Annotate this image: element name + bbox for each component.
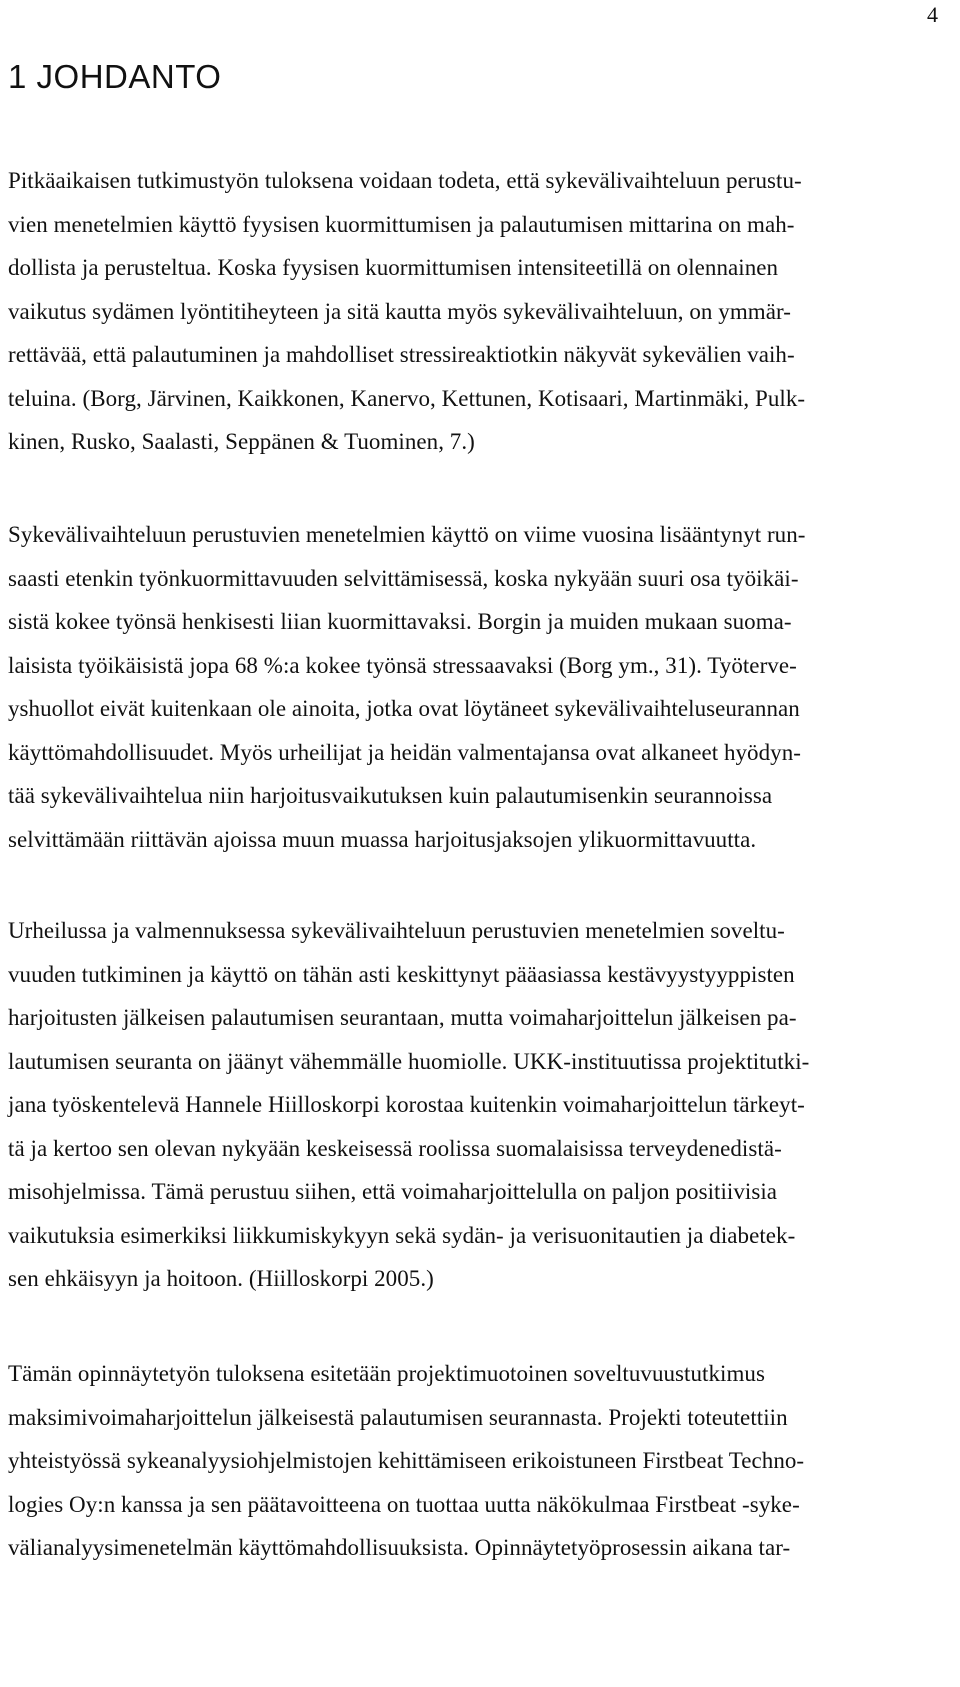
text-line: Sykevälivaihteluun perustuvien menetelmien käyttö on viime vuosina lisääntynyt run- (8, 522, 806, 547)
paragraph-4 (8, 1352, 938, 1570)
text-line: yhteistyössä sykeanalyysiohjelmistojen kehittämiseen erikoistuneen Firstbeat Techno- (8, 1448, 805, 1473)
chapter-heading: 1 JOHDANTO (8, 58, 222, 95)
paragraph-3 (8, 909, 938, 1301)
text-line: yshuollot eivät kuitenkaan ole ainoita, jotka ovat löytäneet sykevälivaihteluseurannan (8, 696, 800, 721)
text-line: jana työskentelevä Hannele Hiilloskorpi korostaa kuitenkin voimaharjoittelun tärkeyt- (8, 1092, 805, 1117)
text-line: tä ja kertoo sen olevan nykyään keskeisessä roolissa suomalaisissa terveydenedistä- (8, 1135, 782, 1161)
page-number: 4 (927, 2, 938, 27)
text-line: sistä kokee työnsä henkisesti liian kuormittavaksi. Borgin ja muiden mukaan suoma- (8, 609, 792, 634)
text-line: maksimivoimaharjoittelun jälkeisestä palautumisen seurannasta. Projekti toteutettiin (8, 1404, 788, 1430)
paragraph-2 (8, 513, 938, 861)
text-line: vien menetelmien käyttö fyysisen kuormittumisen ja palautumisen mittarina on mah- (8, 211, 795, 237)
text-line: Pitkäaikaisen tutkimustyön tuloksena voidaan todeta, että sykevälivaihteluun perustu- (8, 168, 802, 193)
text-line: rettävää, että palautuminen ja mahdolliset stressireaktiotkin näkyvät sykevälien vaih- (8, 342, 795, 367)
text-line: vaikutuksia esimerkiksi liikkumiskykyyn sekä sydän- ja verisuonitautien ja diabetek- (8, 1222, 796, 1248)
text-line: vaikutus sydämen lyöntitiheyteen ja sitä kautta myös sykevälivaihteluun, on ymmär- (8, 298, 791, 324)
text-line: lautumisen seuranta on jäänyt vähemmälle huomiolle. UKK-instituutissa projektitutki- (8, 1048, 810, 1074)
text-line: dollista ja perusteltua. Koska fyysisen kuormittumisen intensiteetillä on olennainen (8, 255, 779, 280)
text-line: vuuden tutkiminen ja käyttö on tähän asti keskittynyt pääasiassa kestävyystyyppisten (8, 961, 795, 987)
text-line: logies Oy:n kanssa ja sen päätavoitteena on tuottaa uutta näkökulmaa Firstbeat -syke- (8, 1491, 800, 1517)
text-line: käyttömahdollisuudet. Myös urheilijat ja heidän valmentajansa ovat alkaneet hyödyn- (8, 739, 801, 765)
text-line: selvittämään riittävän ajoissa muun muassa harjoitusjaksojen ylikuormittavuutta. (8, 826, 757, 852)
text-line: välianalyysimenetelmän käyttömahdollisuuksista. Opinnäytetyöprosessin aikana tar- (8, 1535, 791, 1560)
text-line: kinen, Rusko, Saalasti, Seppänen & Tuominen, 7.) (8, 429, 475, 454)
text-line: saasti etenkin työnkuormittavuuden selvittämisessä, koska nykyään suuri osa työikäi- (8, 565, 799, 591)
paragraph-1 (8, 159, 938, 464)
text-line: harjoitusten jälkeisen palautumisen seurantaan, mutta voimaharjoittelun jälkeisen pa- (8, 1005, 797, 1030)
text-line: sen ehkäisyyn ja hoitoon. (Hiilloskorpi 2005.) (8, 1266, 434, 1291)
text-line: tää sykevälivaihtelua niin harjoitusvaikutuksen kuin palautumisenkin seurannoissa (8, 783, 773, 808)
text-line: laisista työikäisistä jopa 68 %:a kokee työnsä stressaavaksi (Borg ym., 31). Työterve- (8, 652, 797, 678)
text-line: misohjelmissa. Tämä perustuu siihen, että voimaharjoittelulla on paljon positiivisia (8, 1179, 778, 1204)
text-line: teluina. (Borg, Järvinen, Kaikkonen, Kanervo, Kettunen, Kotisaari, Martinmäki, Pulk- (8, 385, 806, 411)
text-line: Urheilussa ja valmennuksessa sykevälivaihteluun perustuvien menetelmien soveltu- (8, 918, 785, 943)
text-line: Tämän opinnäytetyön tuloksena esitetään projektimuotoinen soveltuvuustutkimus (8, 1361, 765, 1386)
